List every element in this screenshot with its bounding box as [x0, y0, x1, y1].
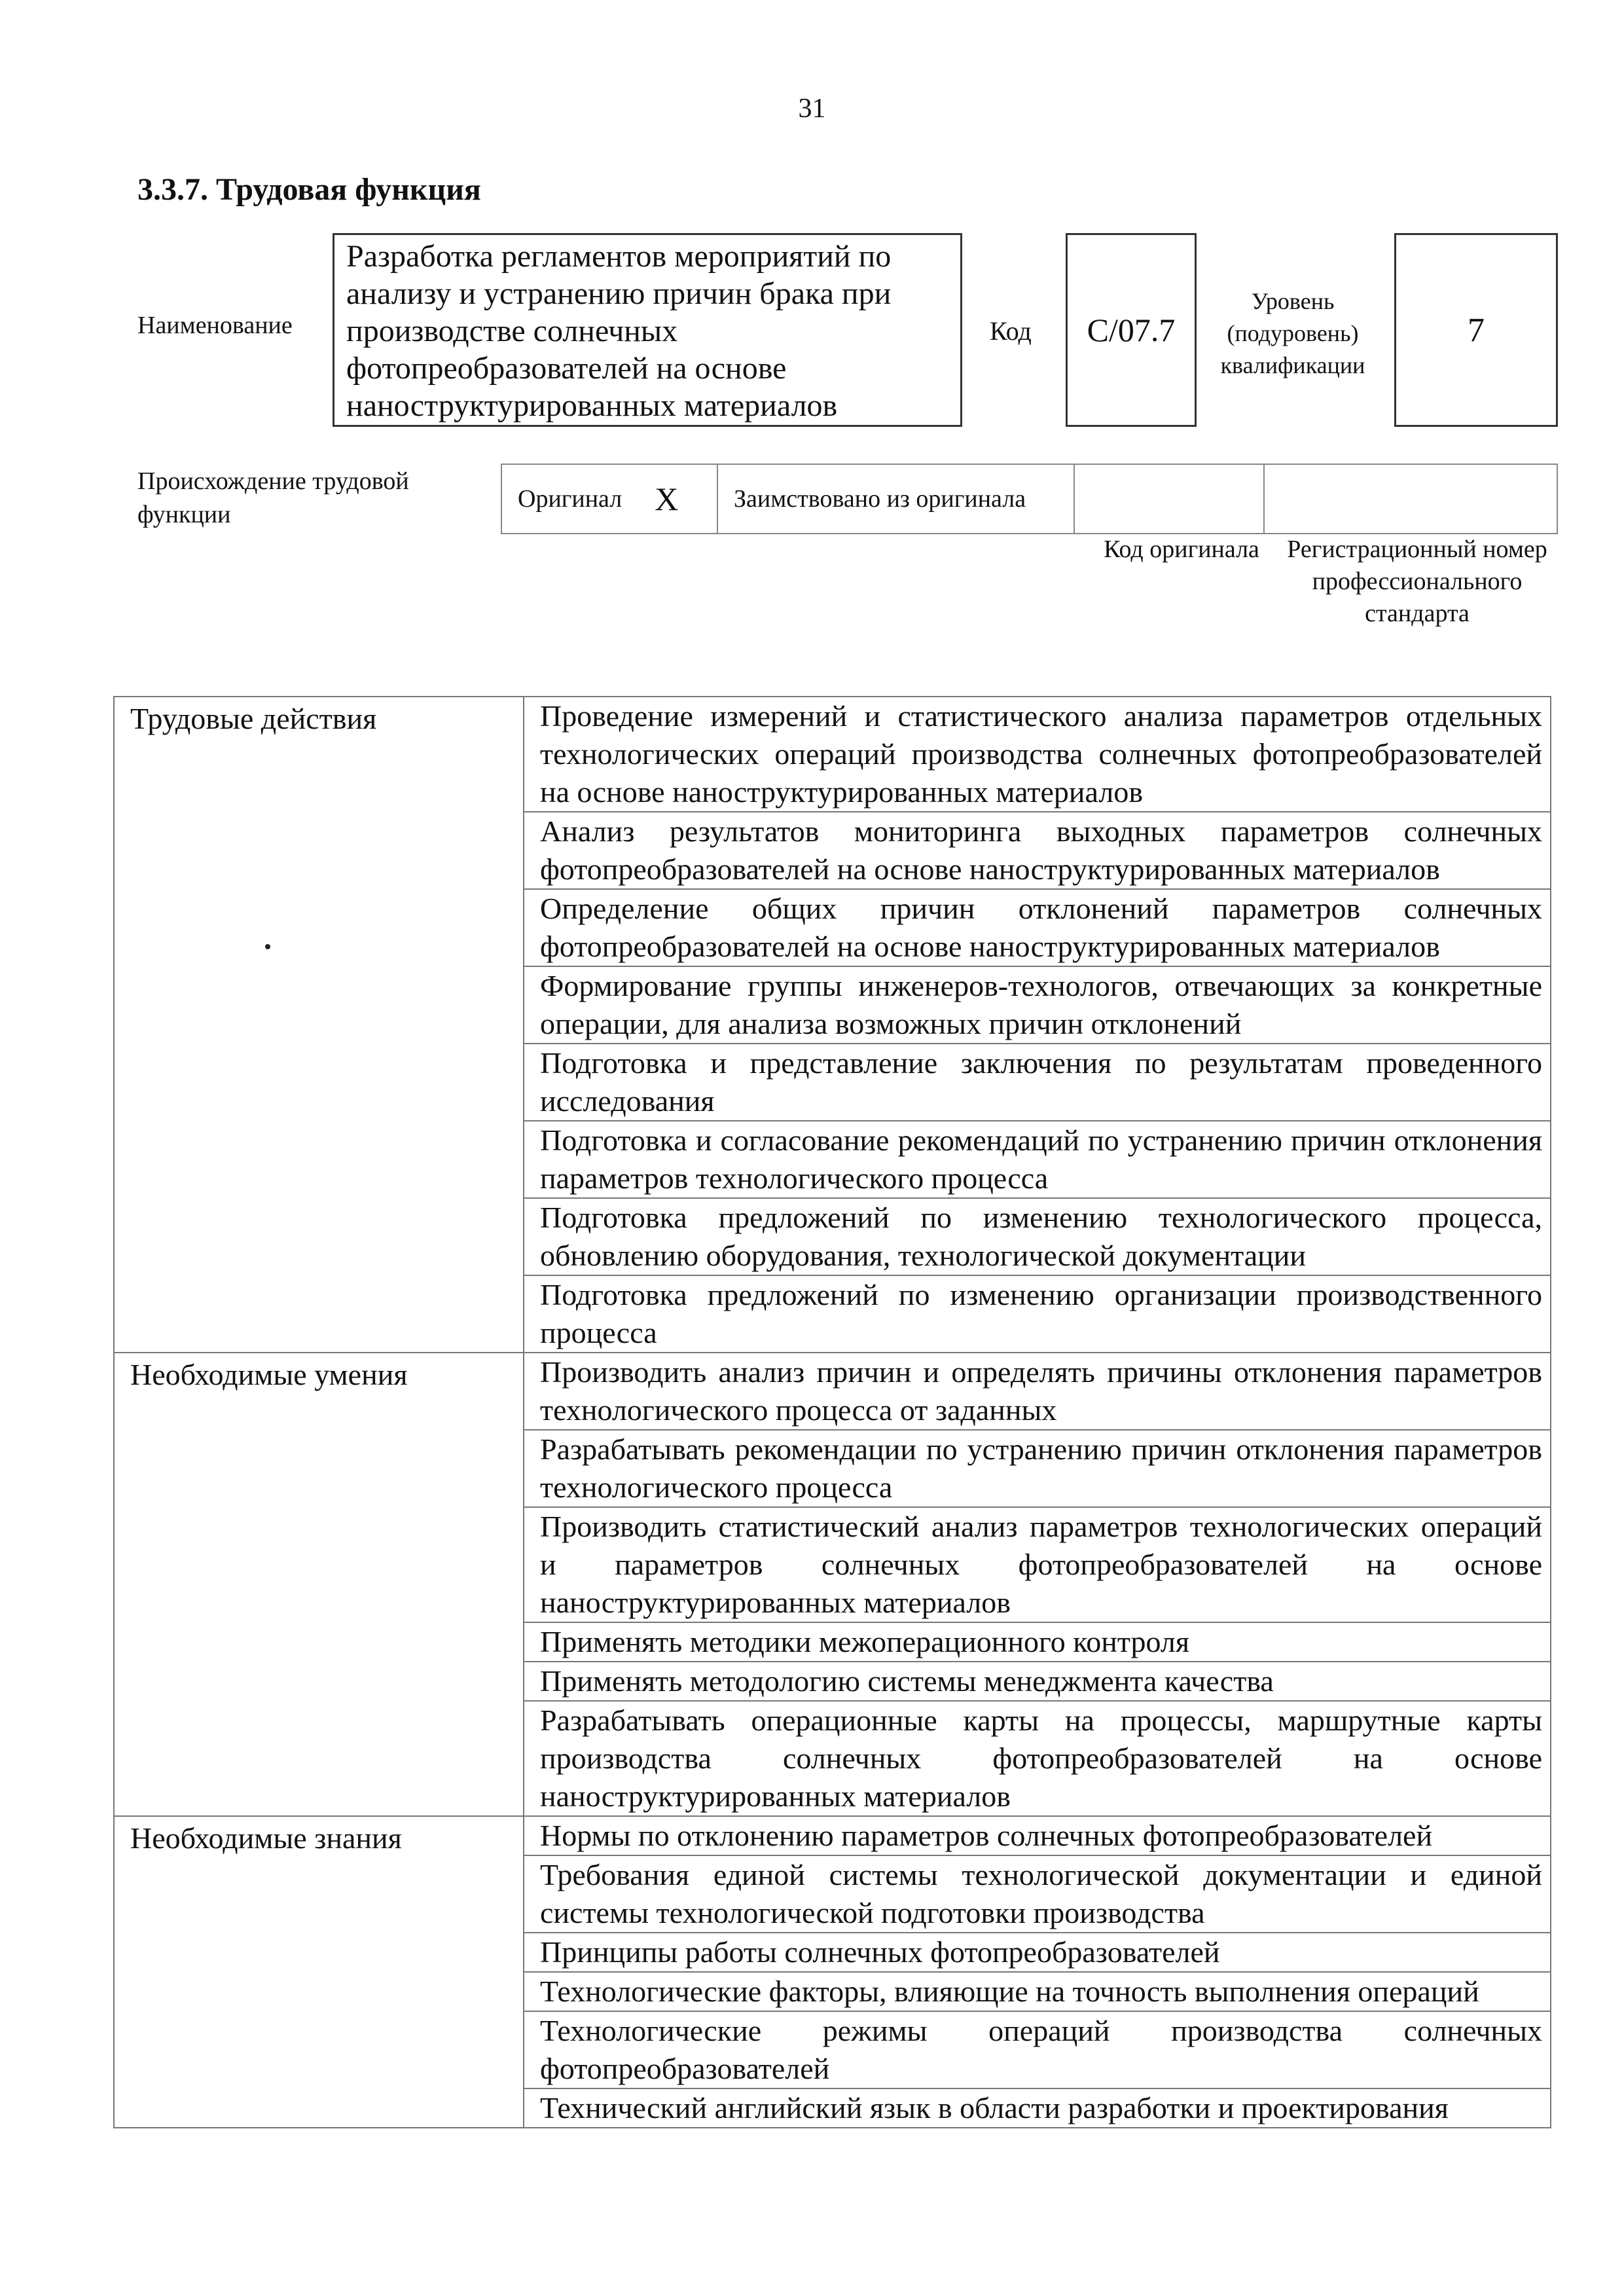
section-title-knowledge: Необходимые знания: [114, 1816, 524, 2128]
section-title-actions: Трудовые действия: [114, 697, 524, 1353]
code-label: Код: [990, 316, 1032, 346]
section-title: 3.3.7. Трудовая функция: [137, 172, 481, 207]
origin-original-label: Оригинал: [518, 485, 623, 513]
list-item: Подготовка и согласование рекомендаций по устранению причин отклонения параметров технологического процесса: [524, 1121, 1551, 1198]
section-title-skills: Необходимые умения: [114, 1353, 524, 1816]
list-item: Анализ результатов мониторинга выходных параметров солнечных фотопреобразователей на основе наноструктурированных материалов: [524, 812, 1551, 889]
function-table: [113, 696, 1551, 2128]
table-row: [114, 697, 1551, 812]
origin-original-cell: [502, 465, 718, 533]
list-item: Формирование группы инженеров-технологов, отвечающих за конкретные операции, для анализа возможных причин отклонений: [524, 966, 1551, 1044]
name-value-box: [333, 233, 962, 427]
list-item: Разрабатывать рекомендации по устранению причин отклонения параметров технологического процесса: [524, 1430, 1551, 1507]
list-item: Разрабатывать операционные карты на процессы, маршрутные карты производства солнечных фотопреобразователей на основе наноструктурированных материалов: [524, 1701, 1551, 1816]
level-value-box: [1394, 233, 1558, 427]
list-item: Требования единой системы технологической документации и единой системы технологической подготовки производства: [524, 1855, 1551, 1933]
list-item: Технический английский язык в области разработки и проектирования: [524, 2088, 1551, 2128]
origin-borrowed-label: Заимствовано из оригинала: [734, 485, 1026, 513]
code-value: С/07.7: [1087, 312, 1176, 348]
origin-registration-cell: [1265, 465, 1557, 533]
code-value-box: [1066, 233, 1197, 427]
registration-caption: Регистрационный номер профессионального стандарта: [1287, 536, 1547, 627]
origin-label: Происхождение трудовой функции: [137, 467, 409, 528]
list-item: Нормы по отклонению параметров солнечных фотопреобразователей: [524, 1816, 1551, 1855]
name-label: Наименование: [137, 312, 293, 339]
list-item: Подготовка предложений по изменению организации производственного процесса: [524, 1275, 1551, 1353]
code-original-caption: Код оригинала: [1104, 536, 1259, 563]
origin-row: [501, 464, 1558, 534]
list-item: Применять методологию системы менеджмента качества: [524, 1662, 1551, 1701]
list-item: Применять методики межоперационного контроля: [524, 1622, 1551, 1662]
page-number: 31: [798, 94, 826, 124]
origin-borrowed-cell: [718, 465, 1075, 533]
origin-code-cell: [1075, 465, 1265, 533]
list-item: Принципы работы солнечных фотопреобразователей: [524, 1933, 1551, 1972]
list-item: Технологические факторы, влияющие на точность выполнения операций: [524, 1972, 1551, 2011]
list-item: Технологические режимы операций производства солнечных фотопреобразователей: [524, 2011, 1551, 2088]
list-item: Производить анализ причин и определять причины отклонения параметров технологического процесса от заданных: [524, 1353, 1551, 1430]
level-label: Уровень (подуровень) квалификации: [1220, 288, 1365, 378]
list-item: Проведение измерений и статистического анализа параметров отдельных технологических операций производства солнечных фотопреобразователей на основе наноструктурированных материалов: [524, 697, 1551, 812]
list-item: Определение общих причин отклонений параметров солнечных фотопреобразователей на основе наноструктурированных материалов: [524, 889, 1551, 966]
name-value: Разработка регламентов мероприятий по анализу и устранению причин брака при производстве солнечных фотопреобразователей на основе наноструктурированных материалов: [346, 239, 892, 423]
origin-original-mark: X: [655, 481, 679, 517]
stray-dot: [265, 944, 270, 949]
list-item: Подготовка предложений по изменению технологического процесса, обновлению оборудования, технологической документации: [524, 1198, 1551, 1275]
table-row: [114, 1353, 1551, 1430]
list-item: Производить статистический анализ параметров технологических операций и параметров солнечных фотопреобразователей на основе наноструктурированных материалов: [524, 1507, 1551, 1622]
level-value: 7: [1468, 311, 1485, 349]
list-item: Подготовка и представление заключения по результатам проведенного исследования: [524, 1044, 1551, 1121]
table-row: [114, 1816, 1551, 1855]
